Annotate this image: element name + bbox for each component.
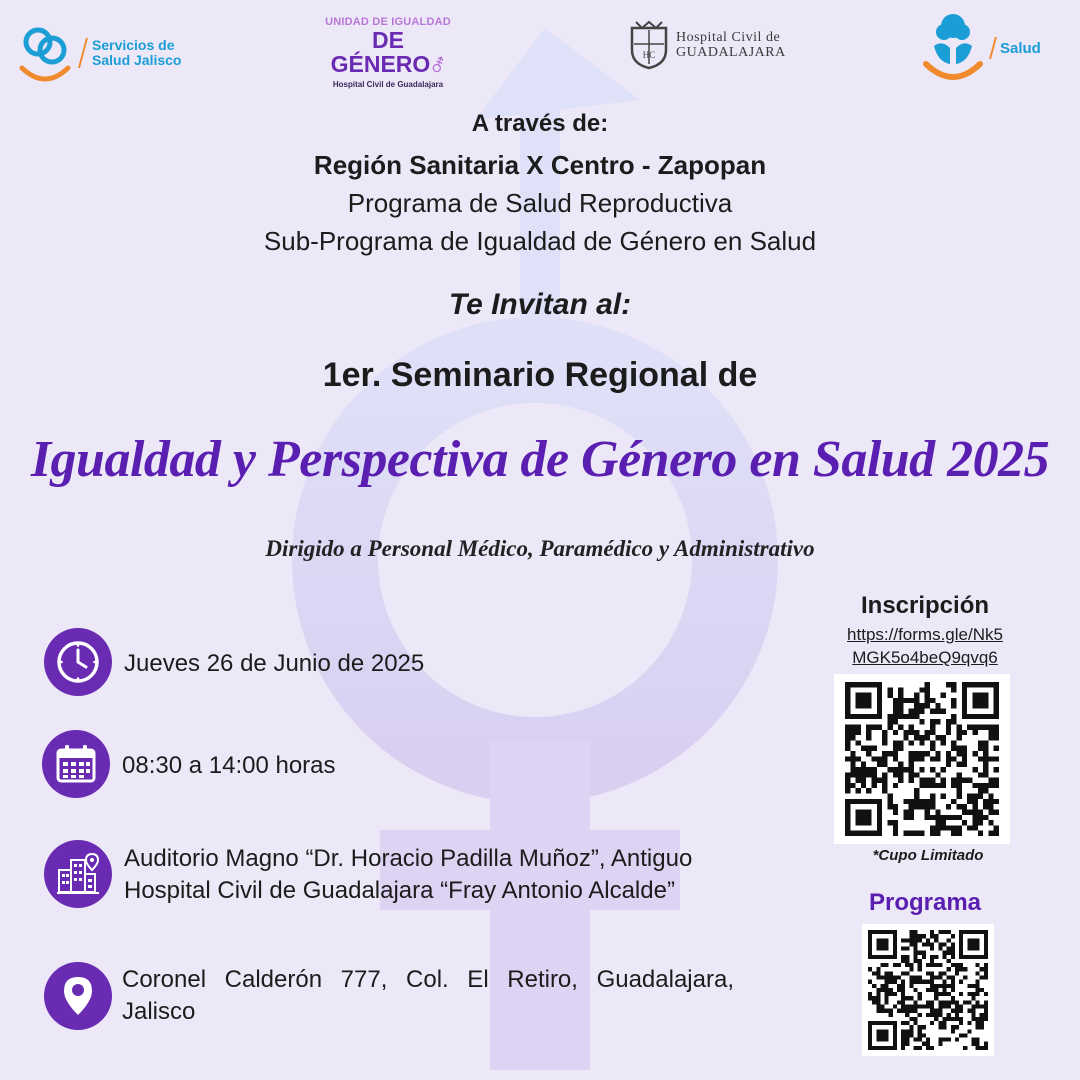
lugar-text: Auditorio Magno “Dr. Horacio Padilla Muñoz”, Antiguo Hospital Civil de Guadalajara “Fray Antonio Alcalde” bbox=[124, 845, 693, 904]
direccion-icon-badge bbox=[44, 962, 112, 1030]
programa-qr bbox=[862, 924, 994, 1056]
salud-logo-text: Salud bbox=[1000, 39, 1041, 57]
a-traves-label: A través de: bbox=[471, 110, 609, 137]
hcg-logo-text: Hospital Civil de GUADALAJARA bbox=[676, 30, 786, 60]
direccion-text: Coronel Calderón 777, Col. El Retiro, Guadalajara, Jalisco bbox=[122, 966, 734, 1025]
svg-text:HC: HC bbox=[642, 50, 656, 60]
qr-code-icon bbox=[842, 682, 1002, 836]
region-label: Región Sanitaria X Centro - Zapopan bbox=[313, 150, 767, 180]
igualdad-genero-logo bbox=[318, 16, 458, 89]
seminario-label: 1er. Seminario Regional de bbox=[322, 356, 758, 394]
location-pin-icon bbox=[61, 975, 95, 1017]
building-icon bbox=[55, 852, 101, 896]
calendar-icon bbox=[55, 744, 97, 784]
cupo-limitado-note: *Cupo Limitado bbox=[872, 847, 984, 864]
invitan-label: Te Invitan al: bbox=[448, 288, 632, 321]
programa-heading: Programa bbox=[868, 889, 982, 916]
venus-mars-icon: ⚦ bbox=[430, 56, 446, 76]
ug-logo-line1: UNIDAD DE IGUALDAD bbox=[325, 16, 451, 28]
fecha-text: Jueves 26 de Junio de 2025 bbox=[124, 650, 425, 677]
ug-logo-line3: Hospital Civil de Guadalajara bbox=[332, 80, 444, 89]
programa-label: Programa de Salud Reproductiva bbox=[347, 188, 733, 218]
inscripcion-qr bbox=[834, 674, 1010, 844]
ssj-logo bbox=[14, 18, 214, 88]
ug-logo-line2: DE GÉNERO⚦ bbox=[330, 27, 446, 77]
horario-text: 08:30 a 14:00 horas bbox=[122, 752, 336, 779]
audience-label: Dirigido a Personal Médico, Paramédico y Administrativo bbox=[265, 536, 815, 561]
qr-code-icon bbox=[868, 930, 988, 1050]
salud-logo bbox=[920, 10, 1060, 86]
hospital-seal-icon bbox=[628, 20, 670, 70]
ssj-logo-text: Servicios de Salud Jalisco bbox=[92, 37, 182, 68]
ssj-logo-icon bbox=[14, 20, 76, 86]
fecha-icon-badge bbox=[44, 628, 112, 696]
inscripcion-heading: Inscripción bbox=[860, 592, 990, 619]
logo-separator bbox=[78, 38, 88, 68]
clock-icon bbox=[55, 639, 101, 685]
subprograma-label: Sub-Programa de Igualdad de Género en Salud bbox=[263, 226, 817, 256]
hospital-civil-logo bbox=[628, 18, 818, 72]
inscripcion-link[interactable]: https://forms.gle/Nk5 MGK5o4beQ9qvq6 bbox=[847, 625, 1003, 667]
salud-logo-icon bbox=[920, 12, 986, 84]
lugar-icon-badge bbox=[44, 840, 112, 908]
logo-separator bbox=[989, 37, 997, 59]
event-title: Igualdad y Perspectiva de Género en Salud 2025 bbox=[30, 431, 1050, 488]
horario-icon-badge bbox=[42, 730, 110, 798]
